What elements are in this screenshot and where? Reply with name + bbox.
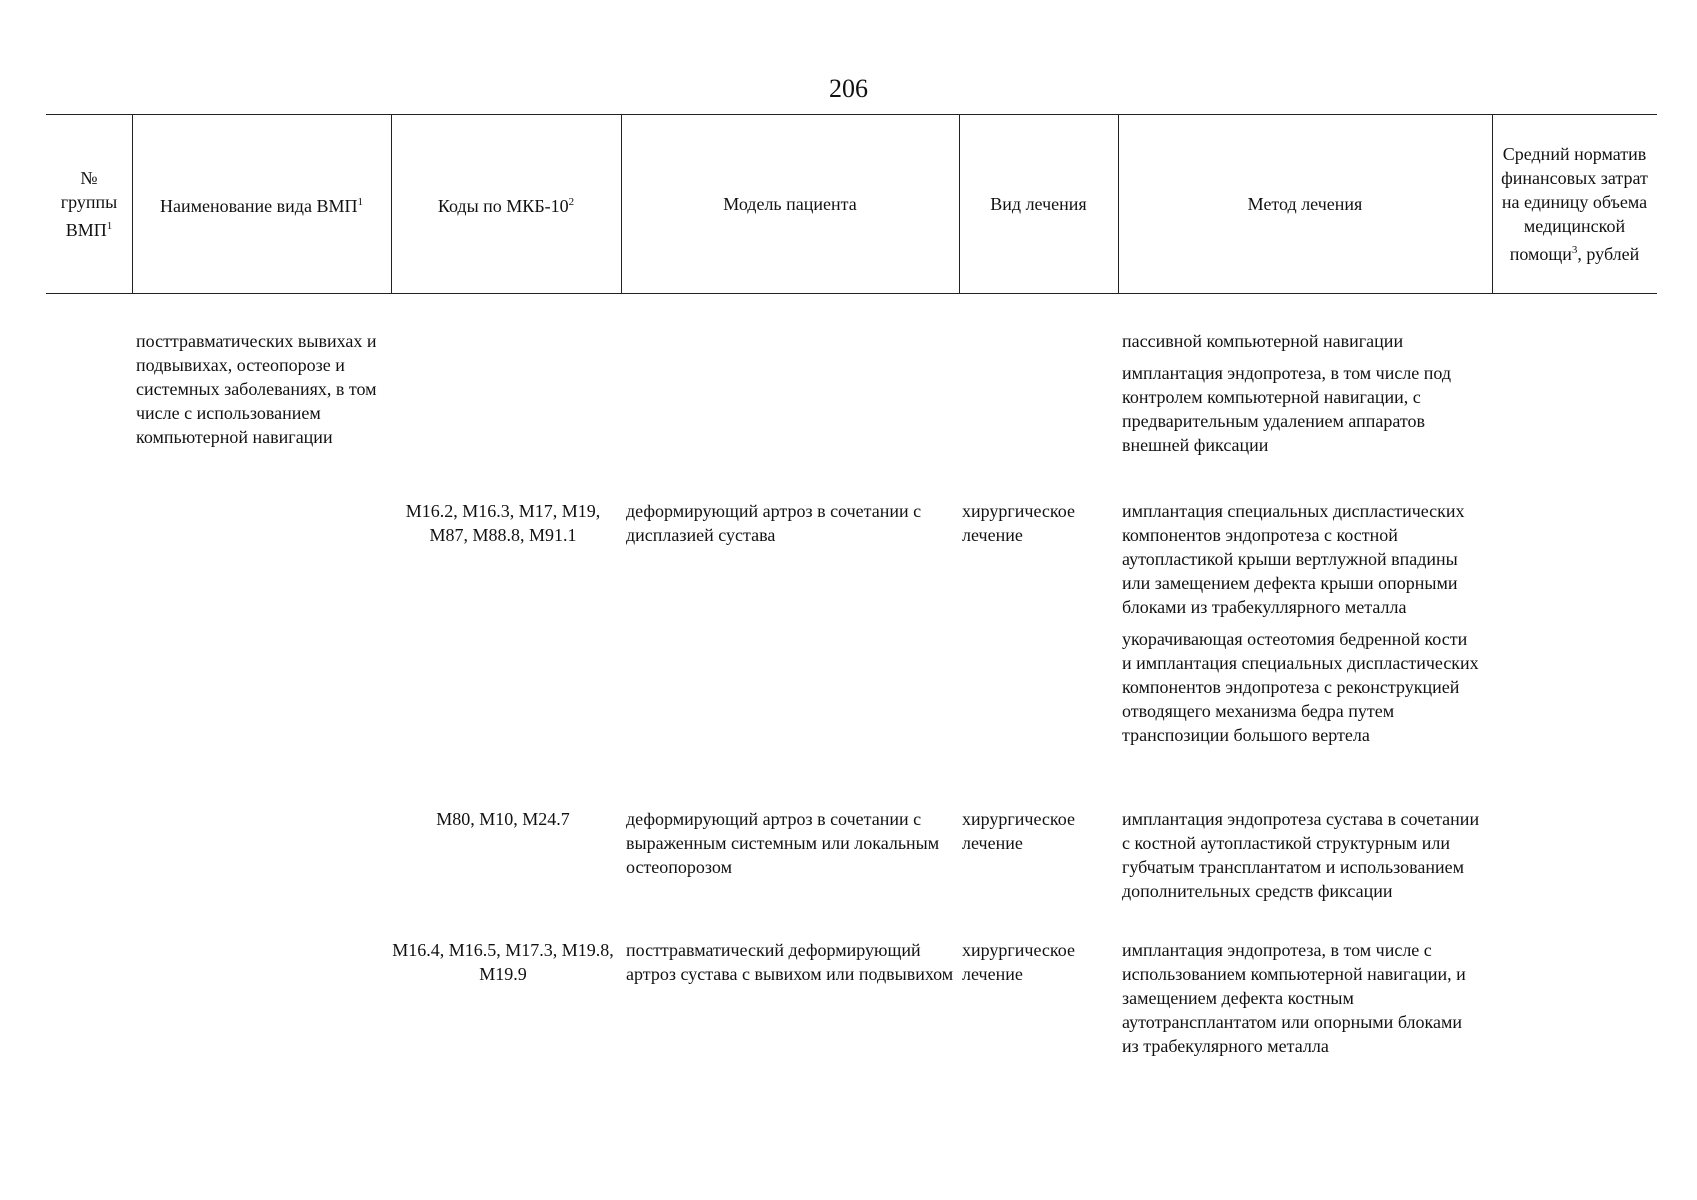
- header-vmp-name: Наименование вида ВМП$^1$: [160, 196, 363, 216]
- row-vmp-name: посттравматических вывихах и подвывихах, остеопорозе и системных заболеваниях, в том числе с использованием компьютерной навигации: [136, 331, 377, 447]
- treatment-method: имплантация эндопротеза, в том числе с использованием компьютерной навигации, и замещением дефекта костным аутотрансплантатом или опорными блоками из трабекулярного металла: [1122, 940, 1466, 1056]
- table-header: [46, 114, 1657, 294]
- row-treatment-type: хирургическое лечение: [962, 501, 1075, 545]
- header-cost-standard: Средний норматив финансовых затрат на единицу объема медицинской помощи$^3$, рублей: [1501, 144, 1648, 264]
- header-treatment-method: Метод лечения: [1247, 194, 1363, 214]
- row-methods: [1122, 938, 1480, 1066]
- header-patient-model: Модель пациента: [723, 194, 857, 214]
- row-icd-codes: M16.2, M16.3, M17, M19, M87, M88.8, M91.1: [405, 501, 601, 545]
- row-treatment-type: хирургическое лечение: [962, 809, 1075, 853]
- row-methods: [1122, 499, 1480, 755]
- header-group-number: № группы ВМП$^1$: [60, 168, 118, 240]
- row-icd-codes: M80, M10, M24.7: [436, 809, 570, 829]
- row-icd-codes: M16.4, M16.5, M17.3, M19.8, M19.9: [392, 940, 614, 984]
- treatment-method: имплантация специальных диспластических компонентов эндопротеза с костной аутопластикой крыши вертлужной впадины или замещением дефекта крыши опорными блоками из трабекуллярного металла: [1122, 501, 1465, 617]
- row-treatment-type: хирургическое лечение: [962, 940, 1075, 984]
- treatment-method: имплантация эндопротеза сустава в сочетании с костной аутопластикой структурным или губчатым трансплантатом и использованием дополнительных средств фиксации: [1122, 809, 1480, 901]
- treatment-method: имплантация эндопротеза, в том числе под контролем компьютерной навигации, с предварительным удалением аппаратов внешней фиксации: [1122, 363, 1452, 455]
- row-methods: [1122, 807, 1480, 911]
- row-patient-model: посттравматический деформирующий артроз сустава с вывихом или подвывихом: [626, 940, 954, 984]
- page-number: 206: [829, 74, 868, 103]
- row-methods: [1122, 329, 1492, 465]
- treatment-method: укорачивающая остеотомия бедренной кости и имплантация специальных диспластических компонентов эндопротеза с реконструкцией отводящего механизма бедра путем транспозиции большого вертела: [1122, 629, 1479, 745]
- header-treatment-type: Вид лечения: [990, 194, 1087, 214]
- header-icd-codes: Коды по МКБ-$10^2$: [437, 196, 575, 216]
- treatment-method: пассивной компьютерной навигации: [1122, 331, 1404, 351]
- row-patient-model: деформирующий артроз в сочетании с выраженным системным или локальным остеопорозом: [626, 809, 940, 877]
- row-patient-model: деформирующий артроз в сочетании с дисплазией сустава: [626, 501, 922, 545]
